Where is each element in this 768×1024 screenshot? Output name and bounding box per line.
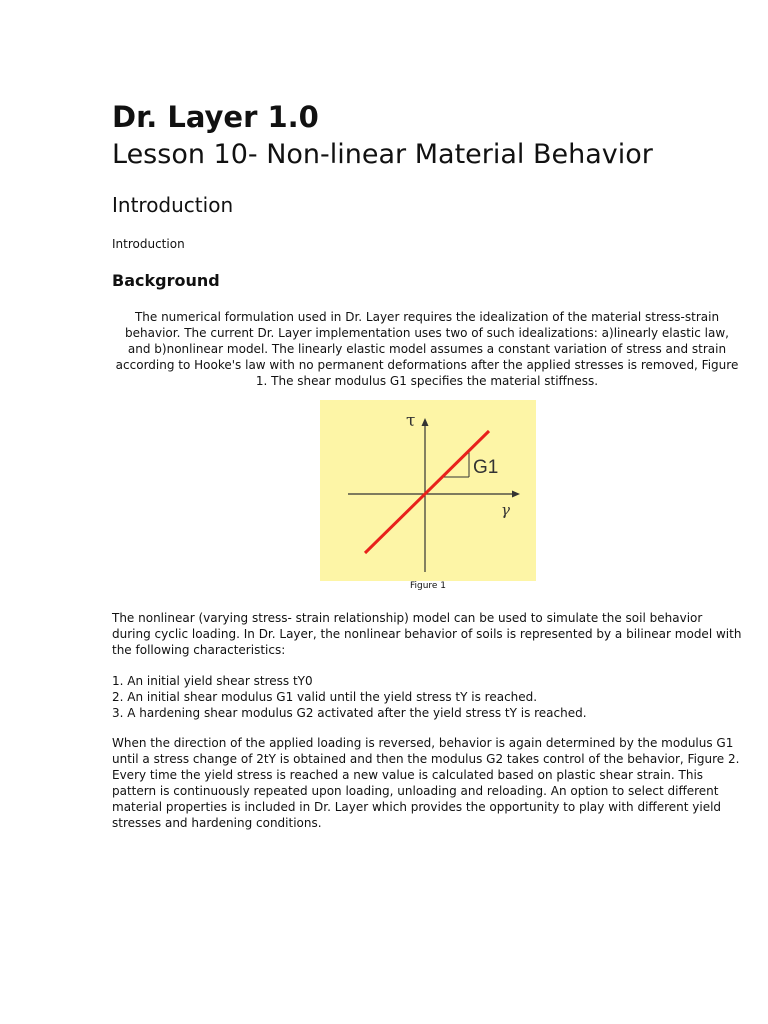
tau-axis-label: τ [406, 411, 416, 431]
list-item: 1. An initial yield shear stress tY0 [112, 674, 313, 688]
figure-1-stress-strain-diagram [320, 400, 536, 581]
background-paragraph: The numerical formulation used in Dr. Layer requires the idealization of the material stress-strain behavior. The current Dr. Layer implementation uses two of such idealizations: a)linearly elastic law, and b)nonlinear model. The linearly elastic model assumes a constant variation of stress and strain according to Hooke's law with no permanent deformations after the applied stresses is removed, Figure 1. The shear modulus G1 specifies the material stiffness. [115, 310, 739, 388]
introduction-text: Introduction [112, 237, 185, 251]
lesson-title: Lesson 10- Non-linear Material Behavior [112, 139, 653, 170]
list-item: 2. An initial shear modulus G1 valid until the yield stress tY is reached. [112, 690, 538, 704]
list-item: 3. A hardening shear modulus G2 activated after the yield stress tY is reached. [112, 706, 587, 720]
y-axis-arrow-icon [422, 418, 429, 426]
background-heading: Background [112, 271, 220, 290]
characteristics-list [112, 673, 742, 721]
gamma-axis-label: γ [501, 501, 510, 519]
linear-elastic-line [365, 431, 489, 553]
nonlinear-paragraph: The nonlinear (varying stress- strain relationship) model can be used to simulate the soil behavior during cyclic loading. In Dr. Layer, the nonlinear behavior of soils is represented by a bilinear model with the following characteristics: [112, 611, 742, 657]
reversal-paragraph: When the direction of the applied loading is reversed, behavior is again determined by the modulus G1 until a stress change of 2tY is obtained and then the modulus G2 takes control of the behavior, Figure 2. Every time the yield stress is reached a new value is calculated based on plastic shear strain. This pattern is continuously repeated upon loading, unloading and reloading. An option to select different material properties is included in Dr. Layer which provides the opportunity to play with different yield stresses and hardening conditions. [112, 736, 740, 830]
document-title: Dr. Layer 1.0 [112, 100, 319, 134]
introduction-heading: Introduction [112, 193, 234, 217]
stress-strain-graph [320, 400, 536, 581]
figure-1-caption: Figure 1 [409, 581, 447, 591]
g1-slope-label: G1 [473, 457, 499, 478]
x-axis-arrow-icon [512, 491, 520, 498]
